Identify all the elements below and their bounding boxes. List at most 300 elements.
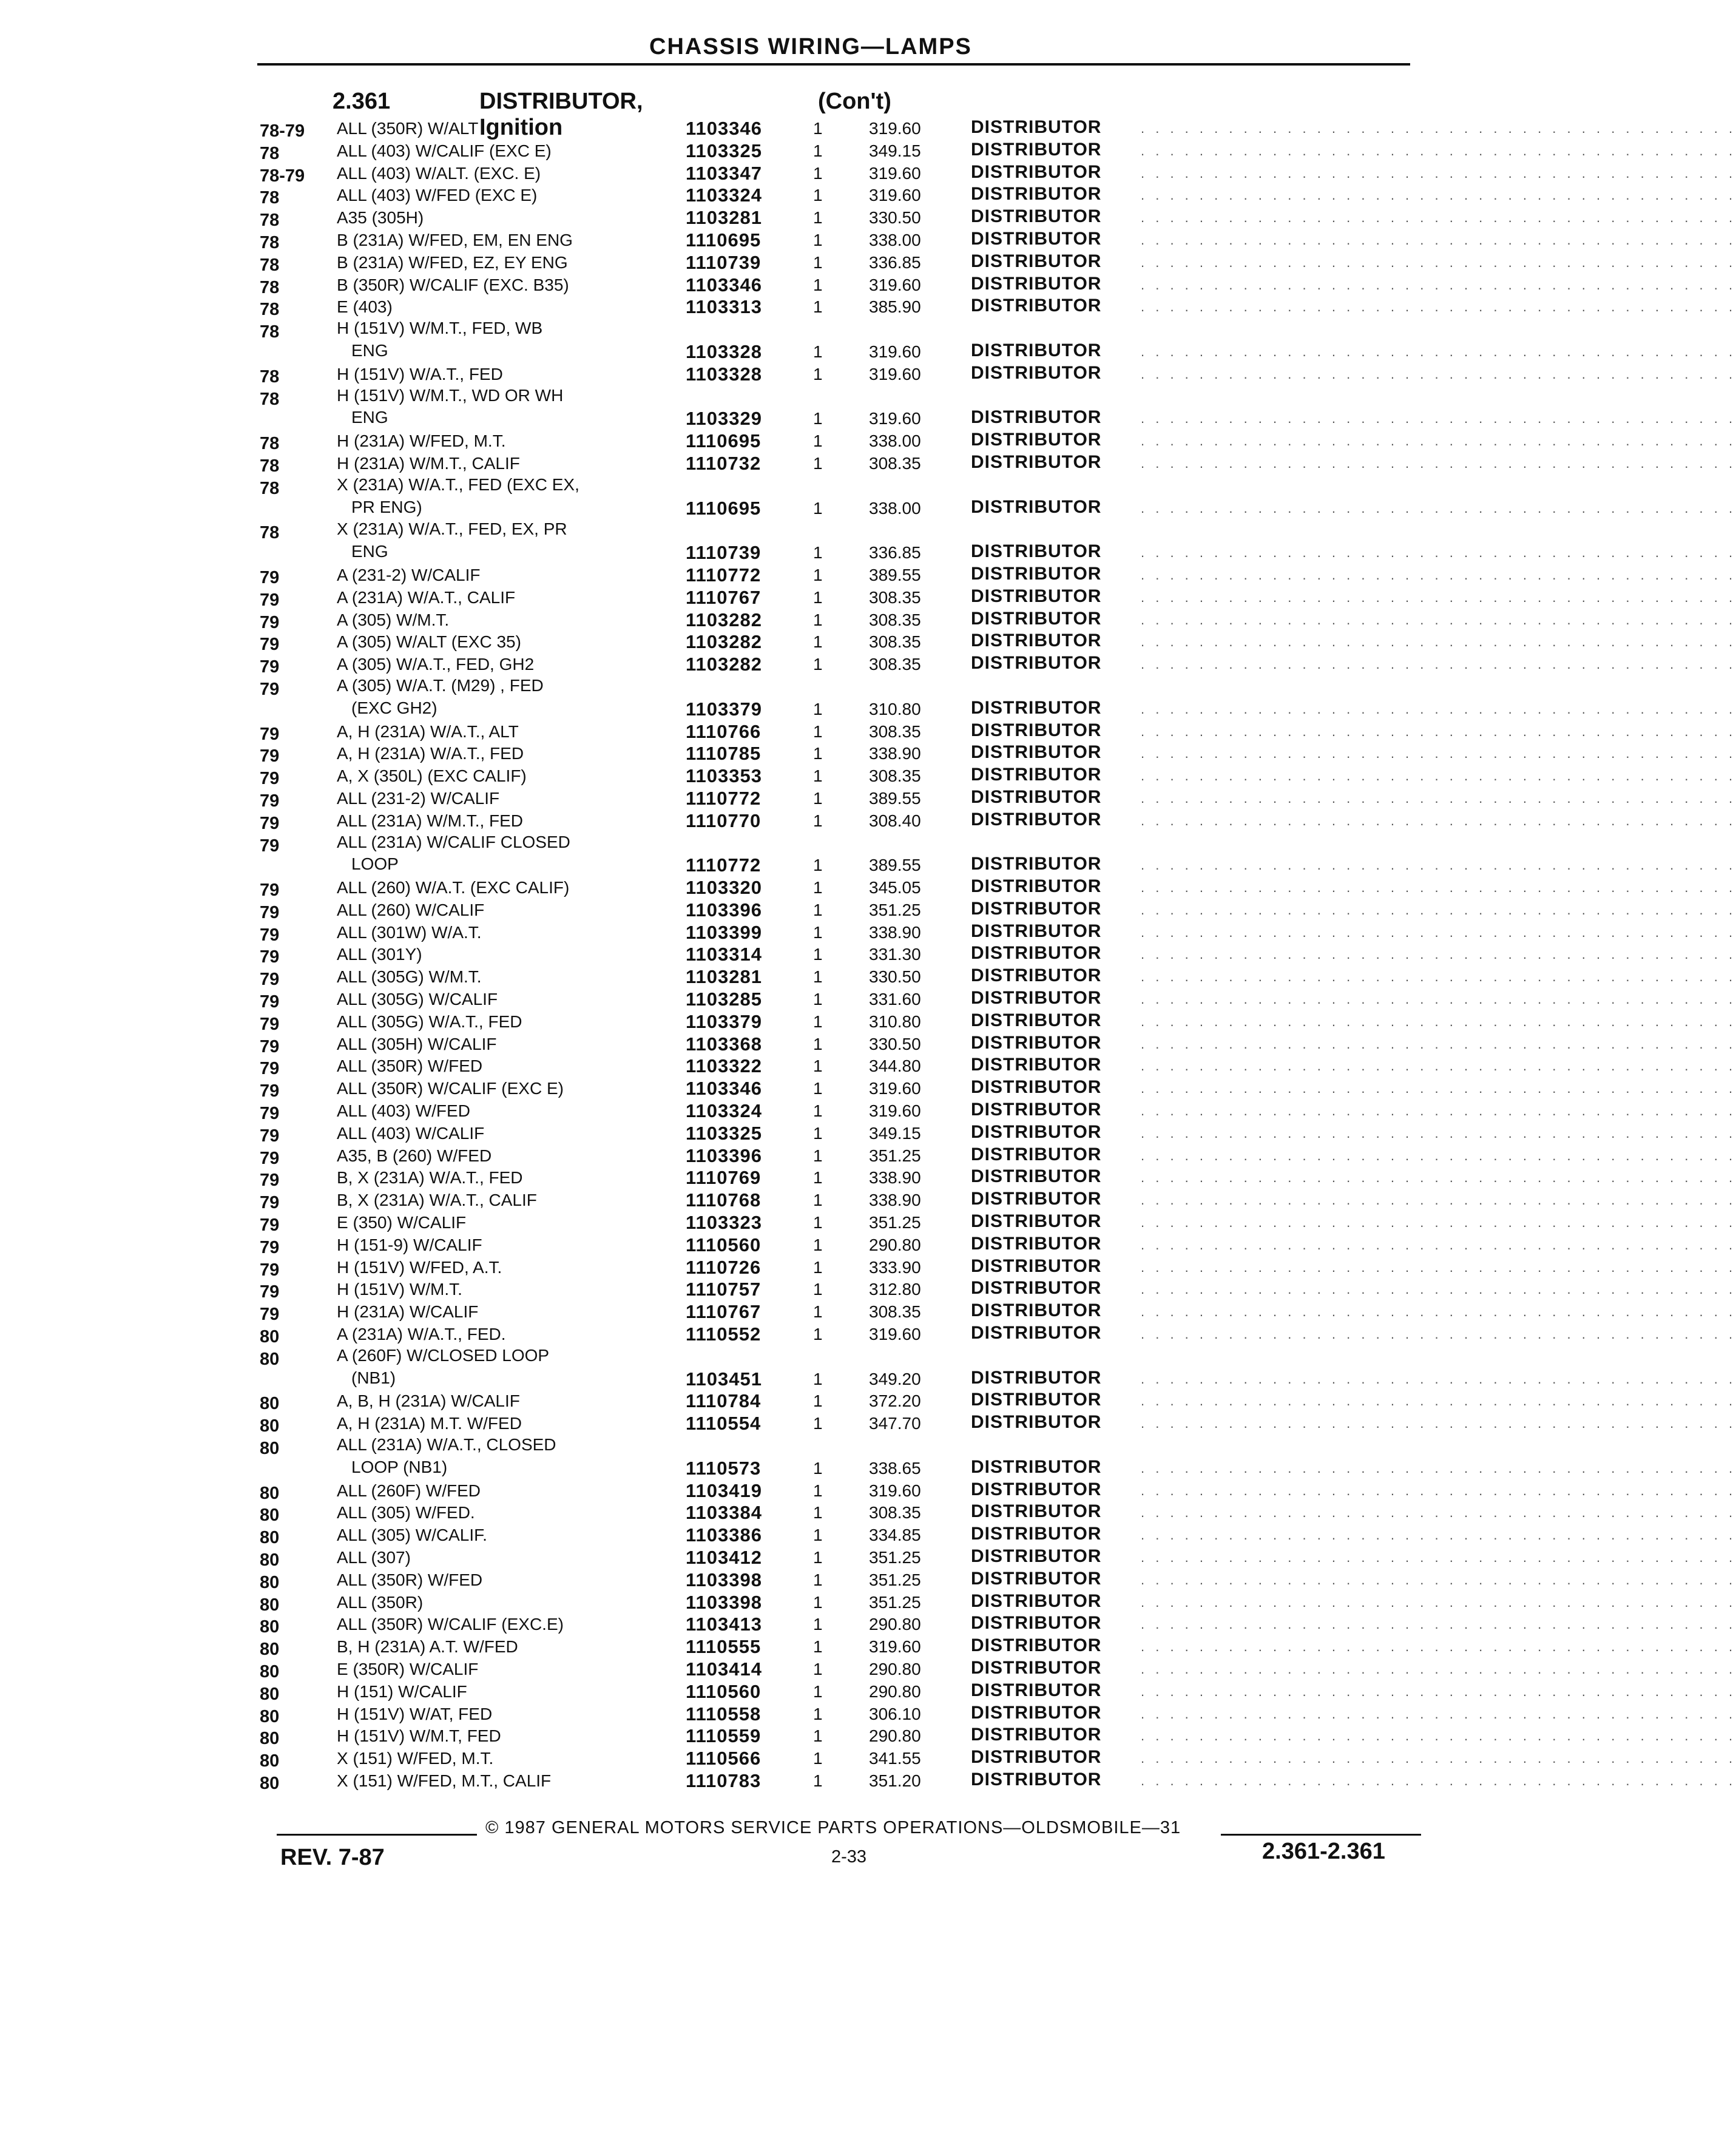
row-description-line1: A35 (305H) xyxy=(337,208,424,228)
row-part-number: 1110695 xyxy=(686,430,762,452)
row-leader-dots: . . . . . . . . . . . . . . . . . . . . . . . . . . . . . . . . . . . . . . . . . xyxy=(1141,1505,1736,1521)
row-description-line1: H (231A) W/M.T., CALIF xyxy=(337,453,520,473)
row-leader-dots: . . . . . . . . . . . . . . . . . . . . . . . . . . . . . . . . . . . . . . . . . xyxy=(1141,143,1736,158)
row-year: 80 xyxy=(260,1483,280,1503)
row-year: 79 xyxy=(260,1081,280,1101)
row-year: 80 xyxy=(260,1506,280,1526)
row-leader-dots: . . . . . . . . . . . . . . . . . . . . . . . . . . . . . . . . . . . . . . . . . xyxy=(1141,1371,1736,1387)
parts-row xyxy=(0,943,1736,967)
parts-row xyxy=(0,832,1736,877)
row-description xyxy=(337,1413,522,1435)
parts-row xyxy=(0,206,1736,231)
row-part-name: DISTRIBUTOR xyxy=(971,1568,1102,1589)
parts-row xyxy=(0,1121,1736,1146)
row-part-name: DISTRIBUTOR xyxy=(971,340,1102,360)
row-part-number: 1103413 xyxy=(686,1614,762,1635)
row-leader-dots: . . . . . . . . . . . . . . . . . . . . . . . . . . . . . . . . . . . . . . . . . xyxy=(1141,1304,1736,1320)
row-quantity: 1 xyxy=(813,699,823,718)
row-leader-dots: . . . . . . . . . . . . . . . . . . . . . . . . . . . . . . . . . . . . . . . . . xyxy=(1141,1036,1736,1052)
row-year: 79 xyxy=(260,1237,280,1257)
row-leader-dots: . . . . . . . . . . . . . . . . . . . . . . . . . . . . . . . . . . . . . . . . . xyxy=(1141,1482,1736,1498)
row-description-line1: ALL (350R) W/ALT xyxy=(337,119,479,138)
row-description xyxy=(337,1100,470,1123)
footer-copyright: © 1987 GENERAL MOTORS SERVICE PARTS OPERATIONS—OLDSMOBILE—31 xyxy=(485,1818,1181,1837)
parts-row xyxy=(0,898,1736,922)
row-description xyxy=(337,1614,564,1636)
row-leader-dots: . . . . . . . . . . . . . . . . . . . . . . . . . . . . . . . . . . . . . . . . . xyxy=(1141,813,1736,828)
row-year: 80 xyxy=(260,1528,280,1548)
row-description-line1: ALL (403) W/ALT. (EXC. E) xyxy=(337,163,541,183)
row-leader-dots: . . . . . . . . . . . . . . . . . . . . . . . . . . . . . . . . . . . . . . . . . xyxy=(1141,188,1736,203)
row-price: 290.80 xyxy=(869,1659,921,1678)
parts-row xyxy=(0,1546,1736,1570)
row-price: 319.60 xyxy=(869,1481,921,1500)
parts-row xyxy=(0,184,1736,208)
row-year: 79 xyxy=(260,769,280,789)
row-description xyxy=(337,1234,482,1257)
row-price: 306.10 xyxy=(869,1704,921,1723)
row-description xyxy=(337,1078,564,1100)
row-price: 338.90 xyxy=(869,744,921,763)
row-price: 338.00 xyxy=(869,498,921,518)
row-part-number: 1110554 xyxy=(686,1413,762,1435)
row-part-number: 1110559 xyxy=(686,1725,762,1747)
parts-row xyxy=(0,1435,1736,1480)
row-year: 79 xyxy=(260,635,280,655)
row-price: 308.35 xyxy=(869,766,921,786)
row-description xyxy=(337,944,422,966)
row-part-number: 1110783 xyxy=(686,1769,762,1791)
row-quantity: 1 xyxy=(813,856,823,875)
row-leader-dots: . . . . . . . . . . . . . . . . . . . . . . . . . . . . . . . . . . . . . . . . . xyxy=(1141,746,1736,762)
row-part-number: 1103368 xyxy=(686,1033,762,1055)
row-part-name: DISTRIBUTOR xyxy=(971,1211,1102,1232)
row-part-name: DISTRIBUTOR xyxy=(971,988,1102,1009)
row-leader-dots: . . . . . . . . . . . . . . . . . . . . . . . . . . . . . . . . . . . . . . . . . xyxy=(1141,634,1736,650)
footer-page-number: 2-33 xyxy=(831,1847,867,1867)
parts-list xyxy=(0,117,1736,1793)
row-leader-dots: . . . . . . . . . . . . . . . . . . . . . . . . . . . . . . . . . . . . . . . . . xyxy=(1141,1661,1736,1677)
row-description-line1: ALL (307) xyxy=(337,1548,411,1567)
row-description xyxy=(337,1167,523,1189)
row-leader-dots: . . . . . . . . . . . . . . . . . . . . . . . . . . . . . . . . . . . . . . . . . xyxy=(1141,701,1736,717)
row-leader-dots: . . . . . . . . . . . . . . . . . . . . . . . . . . . . . . . . . . . . . . . . . xyxy=(1141,723,1736,739)
row-part-name: DISTRIBUTOR xyxy=(971,898,1102,919)
row-quantity: 1 xyxy=(813,208,823,228)
row-year: 79 xyxy=(260,1126,280,1146)
row-price: 334.85 xyxy=(869,1526,921,1545)
row-part-number: 1110739 xyxy=(686,542,762,564)
row-part-name: DISTRIBUTOR xyxy=(971,876,1102,897)
row-price: 331.30 xyxy=(869,945,921,964)
row-description xyxy=(337,296,393,319)
row-part-number: 1103320 xyxy=(686,877,762,899)
row-description-line2: (NB1) xyxy=(351,1368,396,1387)
parts-row xyxy=(0,720,1736,744)
row-part-name: DISTRIBUTOR xyxy=(971,228,1102,249)
row-part-name: DISTRIBUTOR xyxy=(971,430,1102,450)
row-part-name: DISTRIBUTOR xyxy=(971,630,1102,651)
row-description xyxy=(337,654,534,676)
parts-row xyxy=(0,319,1736,363)
row-year: 79 xyxy=(260,1104,280,1124)
row-quantity: 1 xyxy=(813,1771,823,1790)
row-description xyxy=(337,1055,482,1078)
row-price: 338.00 xyxy=(869,230,921,249)
row-description-line1: A (305) W/A.T. (M29) , FED xyxy=(337,675,544,695)
row-part-number: 1103451 xyxy=(686,1368,762,1390)
row-description-line1: ALL (305G) W/M.T. xyxy=(337,967,482,987)
row-quantity: 1 xyxy=(813,1012,823,1031)
row-description xyxy=(337,1569,482,1592)
row-price: 351.25 xyxy=(869,1146,921,1165)
row-part-name: DISTRIBUTOR xyxy=(971,586,1102,606)
row-part-number: 1103325 xyxy=(686,1122,762,1144)
row-description xyxy=(337,207,424,229)
row-description xyxy=(337,1502,475,1524)
row-part-number: 1103281 xyxy=(686,207,762,229)
row-quantity: 1 xyxy=(813,163,823,183)
row-part-number: 1103412 xyxy=(686,1547,762,1568)
row-description xyxy=(337,1748,493,1770)
section-continued: (Con't) xyxy=(818,89,891,114)
row-description xyxy=(337,989,498,1011)
row-leader-dots: . . . . . . . . . . . . . . . . . . . . . . . . . . . . . . . . . . . . . . . . . xyxy=(1141,1058,1736,1074)
row-description-line1: ALL (305H) W/CALIF xyxy=(337,1034,497,1053)
row-leader-dots: . . . . . . . . . . . . . . . . . . . . . . . . . . . . . . . . . . . . . . . . . xyxy=(1141,545,1736,561)
row-description-line2: LOOP (NB1) xyxy=(351,1457,448,1476)
row-leader-dots: . . . . . . . . . . . . . . . . . . . . . . . . . . . . . . . . . . . . . . . . . xyxy=(1141,1103,1736,1119)
row-year: 78 xyxy=(260,478,280,498)
row-price: 385.90 xyxy=(869,297,921,317)
row-year: 79 xyxy=(260,1059,280,1079)
parts-row xyxy=(0,809,1736,833)
row-description xyxy=(337,317,542,362)
row-part-number: 1103282 xyxy=(686,609,762,630)
row-part-name: DISTRIBUTOR xyxy=(971,1501,1102,1522)
row-leader-dots: . . . . . . . . . . . . . . . . . . . . . . . . . . . . . . . . . . . . . . . . . xyxy=(1141,1237,1736,1252)
row-leader-dots: . . . . . . . . . . . . . . . . . . . . . . . . . . . . . . . . . . . . . . . . . xyxy=(1141,455,1736,471)
row-price: 308.35 xyxy=(869,1503,921,1523)
row-quantity: 1 xyxy=(813,1526,823,1545)
row-year: 80 xyxy=(260,1640,280,1660)
row-description xyxy=(337,140,552,163)
row-year: 79 xyxy=(260,612,280,632)
row-description-line1: ALL (231A) W/CALIF CLOSED xyxy=(337,832,570,851)
parts-row xyxy=(0,1278,1736,1302)
row-price: 290.80 xyxy=(869,1235,921,1254)
parts-row xyxy=(0,1345,1736,1391)
row-price: 312.80 xyxy=(869,1280,921,1299)
row-price: 290.80 xyxy=(869,1615,921,1634)
row-year: 78 xyxy=(260,523,280,543)
row-part-number: 1103323 xyxy=(686,1212,762,1234)
row-year: 79 xyxy=(260,813,280,833)
row-price: 308.35 xyxy=(869,587,921,607)
row-leader-dots: . . . . . . . . . . . . . . . . . . . . . . . . . . . . . . . . . . . . . . . . . xyxy=(1141,1170,1736,1186)
row-price: 319.60 xyxy=(869,1101,921,1121)
row-description-line1: ALL (403) W/FED xyxy=(337,1101,470,1121)
row-year: 80 xyxy=(260,1572,280,1592)
row-leader-dots: . . . . . . . . . . . . . . . . . . . . . . . . . . . . . . . . . . . . . . . . . xyxy=(1141,1617,1736,1632)
row-year: 79 xyxy=(260,1036,280,1056)
row-price: 389.55 xyxy=(869,565,921,584)
row-description xyxy=(337,1301,478,1323)
row-description xyxy=(337,631,521,654)
row-price: 319.60 xyxy=(869,186,921,205)
row-part-name: DISTRIBUTOR xyxy=(971,1323,1102,1343)
footer-section-range: 2.361-2.361 xyxy=(1262,1839,1385,1864)
row-leader-dots: . . . . . . . . . . . . . . . . . . . . . . . . . . . . . . . . . . . . . . . . . xyxy=(1141,366,1736,382)
row-leader-dots: . . . . . . . . . . . . . . . . . . . . . . . . . . . . . . . . . . . . . . . . . xyxy=(1141,232,1736,248)
row-description xyxy=(337,518,567,563)
row-quantity: 1 xyxy=(813,1079,823,1098)
row-description xyxy=(337,430,505,453)
row-price: 336.85 xyxy=(869,543,921,563)
row-description-line1: H (151V) W/M.T. xyxy=(337,1280,462,1299)
row-part-name: DISTRIBUTOR xyxy=(971,1613,1102,1634)
parts-row xyxy=(0,1390,1736,1414)
row-part-name: DISTRIBUTOR xyxy=(971,1367,1102,1388)
row-part-name: DISTRIBUTOR xyxy=(971,1590,1102,1611)
row-year: 79 xyxy=(260,970,280,990)
row-price: 351.25 xyxy=(869,900,921,919)
row-description-line1: H (151V) W/M.T., WD OR WH xyxy=(337,385,564,405)
row-price: 319.60 xyxy=(869,275,921,294)
row-description xyxy=(337,1681,467,1703)
row-price: 308.35 xyxy=(869,610,921,629)
row-leader-dots: . . . . . . . . . . . . . . . . . . . . . . . . . . . . . . . . . . . . . . . . . xyxy=(1141,277,1736,292)
row-leader-dots: . . . . . . . . . . . . . . . . . . . . . . . . . . . . . . . . . . . . . . . . . xyxy=(1141,1594,1736,1610)
row-leader-dots: . . . . . . . . . . . . . . . . . . . . . . . . . . . . . . . . . . . . . . . . . xyxy=(1141,1125,1736,1141)
row-leader-dots: . . . . . . . . . . . . . . . . . . . . . . . . . . . . . . . . . . . . . . . . . xyxy=(1141,992,1736,1007)
row-quantity: 1 xyxy=(813,1191,823,1210)
row-leader-dots: . . . . . . . . . . . . . . . . . . . . . . . . . . . . . . . . . . . . . . . . . xyxy=(1141,1081,1736,1097)
parts-row xyxy=(0,1300,1736,1325)
row-leader-dots: . . . . . . . . . . . . . . . . . . . . . . . . . . . . . . . . . . . . . . . . . xyxy=(1141,1393,1736,1409)
row-part-name: DISTRIBUTOR xyxy=(971,1702,1102,1723)
row-description-line1: ALL (403) W/CALIF (EXC E) xyxy=(337,141,552,160)
row-quantity: 1 xyxy=(813,1704,823,1723)
row-price: 351.25 xyxy=(869,1592,921,1612)
row-part-name: DISTRIBUTOR xyxy=(971,1121,1102,1142)
row-part-name: DISTRIBUTOR xyxy=(971,362,1102,383)
row-description-line1: E (403) xyxy=(337,297,393,317)
row-leader-dots: . . . . . . . . . . . . . . . . . . . . . . . . . . . . . . . . . . . . . . . . . xyxy=(1141,411,1736,427)
row-description-line2: ENG xyxy=(351,542,388,561)
row-description xyxy=(337,363,503,386)
row-leader-dots: . . . . . . . . . . . . . . . . . . . . . . . . . . . . . . . . . . . . . . . . . xyxy=(1141,790,1736,806)
row-year: 80 xyxy=(260,1617,280,1637)
row-price: 319.60 xyxy=(869,364,921,384)
row-price: 351.25 xyxy=(869,1570,921,1589)
row-part-name: DISTRIBUTOR xyxy=(971,965,1102,986)
row-part-name: DISTRIBUTOR xyxy=(971,1189,1102,1209)
row-part-number: 1103396 xyxy=(686,899,762,921)
row-part-number: 1103282 xyxy=(686,631,762,653)
parts-row xyxy=(0,921,1736,945)
row-year: 80 xyxy=(260,1729,280,1749)
row-quantity: 1 xyxy=(813,1414,823,1433)
row-quantity: 1 xyxy=(813,1458,823,1478)
row-part-name: DISTRIBUTOR xyxy=(971,608,1102,629)
row-year: 80 xyxy=(260,1394,280,1414)
parts-row xyxy=(0,1657,1736,1681)
row-quantity: 1 xyxy=(813,141,823,160)
row-description xyxy=(337,564,481,587)
row-leader-dots: . . . . . . . . . . . . . . . . . . . . . . . . . . . . . . . . . . . . . . . . . xyxy=(1141,254,1736,270)
row-description xyxy=(337,1123,484,1145)
row-description-line2: PR ENG) xyxy=(351,497,422,516)
row-quantity: 1 xyxy=(813,342,823,361)
row-description xyxy=(337,1323,506,1346)
row-leader-dots: . . . . . . . . . . . . . . . . . . . . . . . . . . . . . . . . . . . . . . . . . xyxy=(1141,299,1736,315)
row-part-name: DISTRIBUTOR xyxy=(971,541,1102,562)
row-quantity: 1 xyxy=(813,364,823,384)
parts-row xyxy=(0,786,1736,811)
row-description xyxy=(337,1434,556,1479)
parts-row xyxy=(0,1100,1736,1124)
row-description-line1: ALL (231A) W/A.T., CLOSED xyxy=(337,1435,556,1455)
row-quantity: 1 xyxy=(813,1726,823,1746)
row-description xyxy=(337,675,544,720)
row-description-line1: H (151V) W/AT, FED xyxy=(337,1704,493,1723)
row-price: 319.60 xyxy=(869,1325,921,1344)
row-description xyxy=(337,1524,487,1547)
row-part-name: DISTRIBUTOR xyxy=(971,1100,1102,1120)
parts-row xyxy=(0,430,1736,454)
row-quantity: 1 xyxy=(813,1481,823,1500)
row-part-number: 1110566 xyxy=(686,1748,762,1769)
row-part-name: DISTRIBUTOR xyxy=(971,161,1102,182)
row-part-name: DISTRIBUTOR xyxy=(971,1546,1102,1566)
row-quantity: 1 xyxy=(813,1615,823,1634)
row-year: 79 xyxy=(260,791,280,811)
row-description-line1: A (305) W/ALT (EXC 35) xyxy=(337,632,521,652)
row-part-number: 1110552 xyxy=(686,1323,762,1345)
row-part-name: DISTRIBUTOR xyxy=(971,451,1102,472)
parts-row xyxy=(0,273,1736,297)
parts-row xyxy=(0,1702,1736,1726)
row-year: 79 xyxy=(260,567,280,587)
row-quantity: 1 xyxy=(813,1503,823,1523)
parts-row xyxy=(0,563,1736,587)
row-leader-dots: . . . . . . . . . . . . . . . . . . . . . . . . . . . . . . . . . . . . . . . . . xyxy=(1141,1416,1736,1431)
row-description xyxy=(337,274,569,297)
row-part-number: 1110770 xyxy=(686,809,762,831)
row-quantity: 1 xyxy=(813,811,823,830)
row-year: 79 xyxy=(260,1148,280,1168)
row-description xyxy=(337,810,523,833)
row-part-name: DISTRIBUTOR xyxy=(971,720,1102,740)
row-description xyxy=(337,1592,423,1614)
row-description xyxy=(337,721,519,743)
row-quantity: 1 xyxy=(813,632,823,652)
row-leader-dots: . . . . . . . . . . . . . . . . . . . . . . . . . . . . . . . . . . . . . . . . . xyxy=(1141,1751,1736,1766)
row-part-number: 1103414 xyxy=(686,1658,762,1680)
parts-row xyxy=(0,1725,1736,1749)
row-quantity: 1 xyxy=(813,1548,823,1567)
row-year: 78-79 xyxy=(260,121,305,141)
row-description-line1: ALL (231-2) W/CALIF xyxy=(337,788,500,808)
row-leader-dots: . . . . . . . . . . . . . . . . . . . . . . . . . . . . . . . . . . . . . . . . . xyxy=(1141,1192,1736,1208)
parts-row xyxy=(0,1144,1736,1168)
row-quantity: 1 xyxy=(813,1302,823,1322)
row-year: 79 xyxy=(260,1171,280,1191)
row-part-number: 1110560 xyxy=(686,1680,762,1702)
row-year: 79 xyxy=(260,1260,280,1280)
row-year: 80 xyxy=(260,1661,280,1681)
row-part-name: DISTRIBUTOR xyxy=(971,1412,1102,1433)
row-year: 78 xyxy=(260,188,280,208)
row-quantity: 1 xyxy=(813,744,823,763)
row-leader-dots: . . . . . . . . . . . . . . . . . . . . . . . . . . . . . . . . . . . . . . . . . xyxy=(1141,857,1736,873)
parts-row xyxy=(0,630,1736,655)
row-description xyxy=(337,788,499,810)
row-price: 338.90 xyxy=(869,1191,921,1210)
row-description-line1: H (151V) W/A.T., FED xyxy=(337,364,503,384)
row-leader-dots: . . . . . . . . . . . . . . . . . . . . . . . . . . . . . . . . . . . . . . . . . xyxy=(1141,1460,1736,1476)
row-price: 308.35 xyxy=(869,1302,921,1322)
row-part-name: DISTRIBUTOR xyxy=(971,296,1102,316)
row-price: 308.35 xyxy=(869,722,921,741)
parts-row xyxy=(0,586,1736,610)
row-quantity: 1 xyxy=(813,587,823,607)
row-part-number: 1110573 xyxy=(686,1457,762,1479)
row-year: 79 xyxy=(260,657,280,677)
row-part-name: DISTRIBUTOR xyxy=(971,742,1102,763)
row-part-number: 1103314 xyxy=(686,944,762,965)
row-part-number: 1110767 xyxy=(686,586,762,608)
row-quantity: 1 xyxy=(813,230,823,249)
parts-row xyxy=(0,742,1736,766)
row-part-number: 1103329 xyxy=(686,408,762,430)
row-price: 290.80 xyxy=(869,1726,921,1746)
row-quantity: 1 xyxy=(813,1235,823,1254)
row-year: 79 xyxy=(260,947,280,967)
row-leader-dots: . . . . . . . . . . . . . . . . . . . . . . . . . . . . . . . . . . . . . . . . . xyxy=(1141,1728,1736,1744)
row-part-name: DISTRIBUTOR xyxy=(971,273,1102,294)
row-year: 80 xyxy=(260,1706,280,1726)
row-description xyxy=(337,1189,537,1212)
row-part-number: 1103282 xyxy=(686,654,762,675)
row-description xyxy=(337,1725,501,1748)
row-year: 79 xyxy=(260,746,280,766)
row-part-number: 1103313 xyxy=(686,296,762,318)
row-description-line1: ALL (305) W/FED. xyxy=(337,1503,475,1523)
row-year: 80 xyxy=(260,1595,280,1615)
row-leader-dots: . . . . . . . . . . . . . . . . . . . . . . . . . . . . . . . . . . . . . . . . . xyxy=(1141,343,1736,359)
row-part-number: 1110767 xyxy=(686,1301,762,1323)
row-part-number: 1103384 xyxy=(686,1502,762,1524)
row-leader-dots: . . . . . . . . . . . . . . . . . . . . . . . . . . . . . . . . . . . . . . . . . xyxy=(1141,880,1736,896)
row-quantity: 1 xyxy=(813,565,823,584)
row-year: 80 xyxy=(260,1416,280,1436)
row-description xyxy=(337,966,482,989)
row-price: 330.50 xyxy=(869,967,921,987)
row-description-line1: E (350R) W/CALIF xyxy=(337,1659,479,1678)
row-description xyxy=(337,831,570,876)
row-leader-dots: . . . . . . . . . . . . . . . . . . . . . . . . . . . . . . . . . . . . . . . . . xyxy=(1141,924,1736,940)
parts-row xyxy=(0,1524,1736,1548)
row-year: 79 xyxy=(260,880,280,901)
row-leader-dots: . . . . . . . . . . . . . . . . . . . . . . . . . . . . . . . . . . . . . . . . . xyxy=(1141,210,1736,226)
parts-row xyxy=(0,1010,1736,1034)
row-year: 79 xyxy=(260,1014,280,1034)
row-part-name: DISTRIBUTOR xyxy=(971,653,1102,674)
row-description xyxy=(337,1658,478,1681)
row-description-line1: H (231A) W/CALIF xyxy=(337,1302,479,1322)
